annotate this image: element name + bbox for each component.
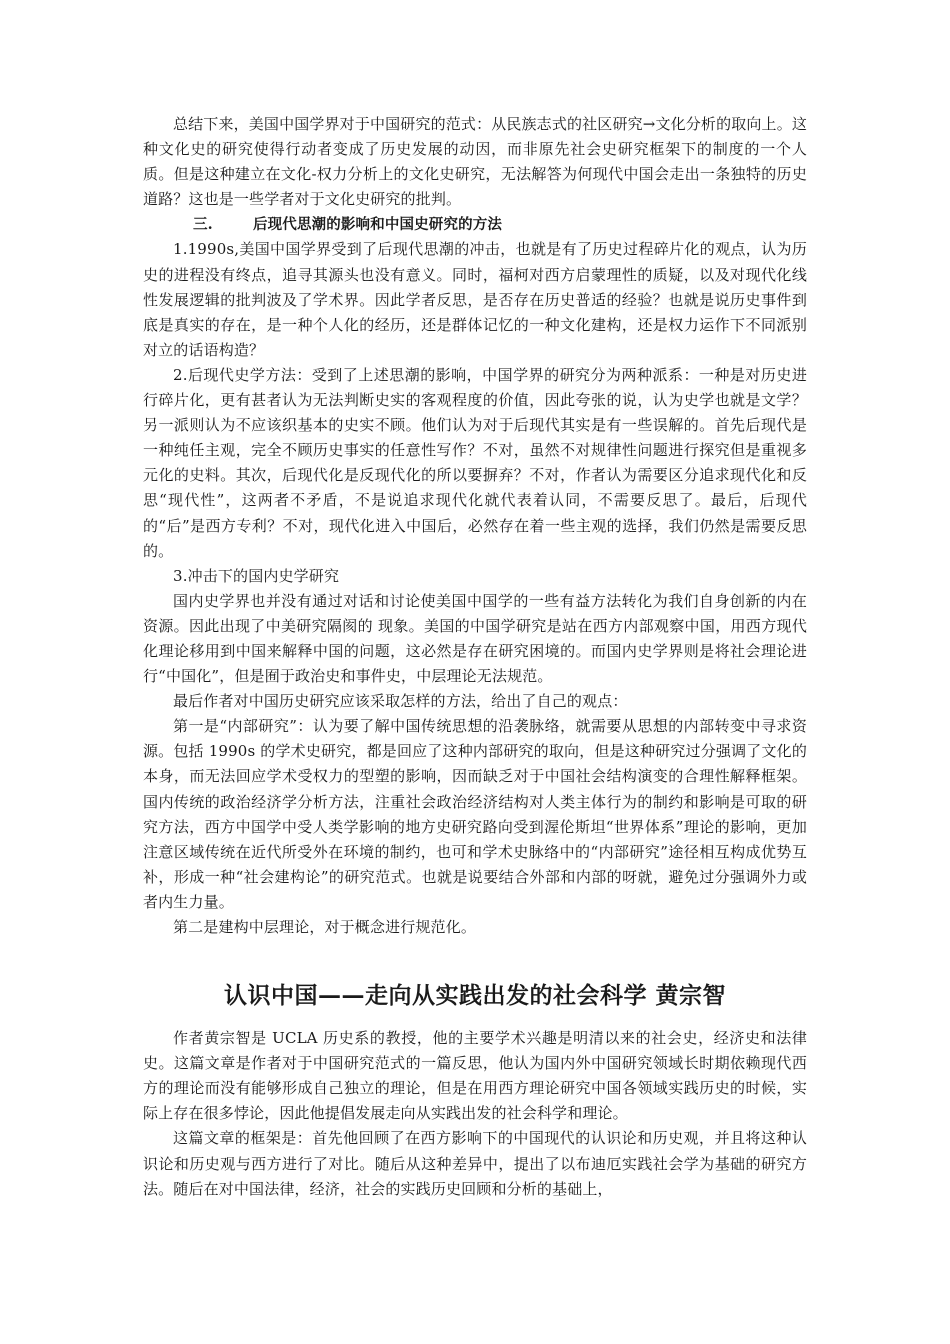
section-number: 三. (193, 216, 213, 234)
article-title: 认识中国——走向从实践出发的社会科学 黄宗智 (223, 982, 726, 1010)
paragraph: 最后作者对中国历史研究应该采取怎样的方法，给出了自己的观点： (173, 692, 628, 711)
paragraph: 第二是建构中层理论，对于概念进行规范化。 (173, 918, 477, 936)
paragraph: 1.1990s,美国中国学界受到了后现代思潮的冲击，也就是有了历史过程碎片化的观点，认为历史的进程没有终点，追寻其源头也没有意义。同时，福柯对西方启蒙理性的质疑，以及对现代化线性发展逻辑的批判波及了学术界。因此学者反思，是否存在历史普适的经验？也就是说历史事件到底是真实的存在，是一种个人化的经历，还是群体记忆的一种文化建构，还是权力运作下不同派别对立的话语构造？ (143, 240, 807, 359)
paragraph: 作者黄宗智是 UCLA 历史系的教授，他的主要学术兴趣是明清以来的社会史，经济史和法律史。这篇文章是作者对于中国研究范式的一篇反思，他认为国内外中国研究领域长时期依赖现代西方的理论而没有能够形成自己独立的理论，但是在用西方理论研究中国各领域实践历史的时候，实际上存在很多悖论，因此他提倡发展走向从实践出发的社会科学和理论。 (143, 1029, 807, 1123)
paragraph: 这篇文章的框架是：首先他回顾了在西方影响下的中国现代的认识论和历史观，并且将这种认识论和历史观与西方进行了对比。随后从这种差异中，提出了以布迪厄实践社会学为基础的研究方法。随后在对中国法律，经济，社会的实践历史回顾和分析的基础上， (143, 1129, 807, 1198)
section-heading (143, 212, 807, 237)
paragraph: 3.冲击下的国内史学研究 (173, 566, 340, 585)
paragraph: 第一是“内部研究”：认为要了解中国传统思想的沿袭脉络，就需要从思想的内部转变中寻求资源。包括 1990s 的学术史研究，都是回应了这种内部研究的取向，但是这种研究过分强调了文化的本身，而无法回应学术受权力的型塑的影响，因而缺乏对于中国社会结构演变的合理性解释框架。国内传统的政治经济学分析方法，注重社会政治经济结构对人类主体行为的制约和影响是可取的研究方法，西方中国学中受人类学影响的地方史研究路向受到渥伦斯坦“世界体系”理论的影响，更加注意区域传统在近代所受外在环境的制约，也可和学术史脉络中的“内部研究”途径相互构成优势互补，形成一种“社会建构论”的研究范式。也就是说要结合外部和内部的呀就，避免过分强调外力或者内生力量。 (143, 717, 807, 911)
document-page (143, 112, 807, 1202)
paragraph: 2.后现代史学方法：受到了上述思潮的影响，中国学界的研究分为两种派系：一种是对历史进行碎片化，更有甚者认为无法判断史实的客观程度的价值，因此夸张的说，认为史学也就是文学？另一派则认为不应该织基本的史实不顾。他们认为对于后现代其实是有一些误解的。首先后现代是一种纯任主观，完全不顾历史事实的任意性写作？不对，虽然不对规律性问题进行探究但是重视多元化的史料。其次，后现代化是反现代化的所以要摒弃？不对，作者认为需要区分追求现代化和反思“现代性”，这两者不矛盾，不是说追求现代化就代表着认同，不需要反思了。最后，后现代的“后”是西方专利？不对，现代化进入中国后，必然存在着一些主观的选择，我们仍然是需要反思的。 (143, 365, 807, 560)
paragraph: 国内史学界也并没有通过对话和讨论使美国中国学的一些有益方法转化为我们自身创新的内在资源。因此出现了中美研究隔阂的 现象。美国的中国学研究是站在西方内部观察中国，用西方现代化理论移用到中国来解释中国的问题，这必然是存在研究困境的。而国内史学界则是将社会理论进行“中国化”，但是囿于政治史和事件史，中层理论无法规范。 (143, 591, 807, 686)
section-title: 后现代思潮的影响和中国史研究的方法 (253, 216, 503, 234)
paragraph: 总结下来，美国中国学界对于中国研究的范式：从民族志式的社区研究→文化分析的取向上。这种文化史的研究使得行动者变成了历史发展的动因，而非原先社会史研究框架下的制度的一个人质。但是这种建立在文化-权力分析上的文化史研究，无法解答为何现代中国会走出一条独特的历史道路？这也是一些学者对于文化史研究的批判。 (143, 115, 807, 209)
